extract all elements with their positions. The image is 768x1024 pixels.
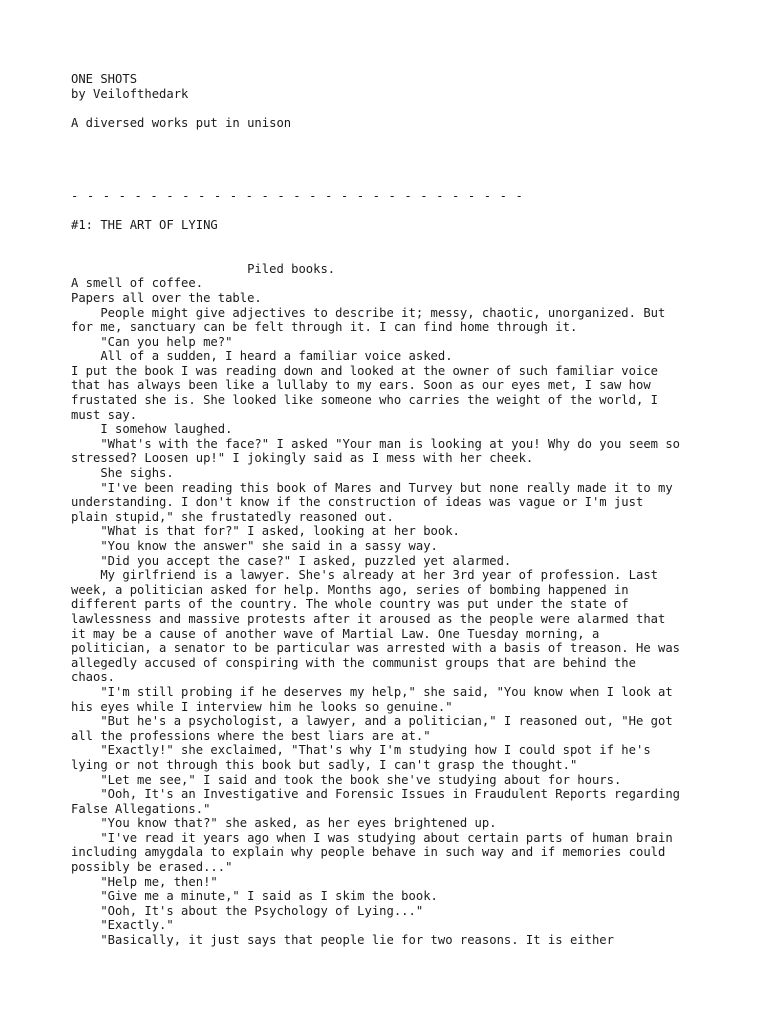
story-line: "I'm still probing if he deserves my help," she said, "You know when I look at xyxy=(71,684,673,699)
story-line: chaos. xyxy=(71,670,116,685)
story-line: "I've read it years ago when I was studying about certain parts of human brain xyxy=(71,830,673,845)
story-line: must say. xyxy=(71,407,138,422)
story-line: "Exactly." xyxy=(71,918,174,933)
story-line: different parts of the country. The whole country was put under the state of xyxy=(71,597,629,612)
story-line: it may be a cause of another wave of Martial Law. One Tuesday morning, a xyxy=(71,626,600,641)
story-line: lawlessness and massive protests after it aroused as the people were alarmed that xyxy=(71,611,666,626)
story-line: "But he's a psychologist, a lawyer, and a politician," I reasoned out, "He got xyxy=(71,714,673,729)
story-body xyxy=(71,276,711,947)
story-line: plain stupid," she frustatedly reasoned out. xyxy=(71,509,394,524)
story-line: possibly be erased..." xyxy=(71,860,233,875)
chapter-title: #1: THE ART OF LYING xyxy=(71,217,218,232)
story-line: that has always been like a lullaby to my ears. Soon as our eyes met, I saw how xyxy=(71,378,651,393)
story-line: allegedly accused of conspiring with the communist groups that are behind the xyxy=(71,655,636,670)
story-line: "Can you help me?" xyxy=(71,334,233,349)
story-line: lying or not through this book but sadly, I can't grasp the thought." xyxy=(71,757,578,772)
story-line: A smell of coffee. xyxy=(71,276,204,291)
story-line: all the professions where the best liars are at." xyxy=(71,728,431,743)
story-line: "Exactly!" she exclaimed, "That's why I'm studying how I could spot if he's xyxy=(71,743,651,758)
spacer xyxy=(71,174,711,189)
story-line: She sighs. xyxy=(71,466,174,481)
document-title: ONE SHOTS xyxy=(71,72,138,86)
story-line: All of a sudden, I heard a familiar voice asked. xyxy=(71,349,453,364)
story-line: for me, sanctuary can be felt through it. I can find home through it. xyxy=(71,320,578,335)
story-line: "Let me see," I said and took the book she've studying about for hours. xyxy=(71,772,622,787)
spacer xyxy=(71,233,711,262)
spacer xyxy=(71,203,711,218)
story-line: politician, a senator to be particular was arrested with a basis of treason. He was xyxy=(71,641,681,656)
opening-line: Piled books. xyxy=(71,261,336,276)
story-line: False Allegations." xyxy=(71,801,211,816)
story-line: "What's with the face?" I asked "Your man is looking at you! Why do you seem so xyxy=(71,436,681,451)
story-line: week, a politician asked for help. Months ago, series of bombing happened in xyxy=(71,582,629,597)
document-page xyxy=(71,72,711,948)
story-line: Papers all over the table. xyxy=(71,290,262,305)
story-line: "Ooh, It's about the Psychology of Lying..." xyxy=(71,903,424,918)
story-line: "You know the answer" she said in a sassy way. xyxy=(71,539,438,554)
story-line: I put the book I was reading down and looked at the owner of such familiar voice xyxy=(71,363,658,378)
spacer xyxy=(71,130,711,174)
story-line: My girlfriend is a lawyer. She's already at her 3rd year of profession. Last xyxy=(71,568,658,583)
story-line: "What is that for?" I asked, looking at her book. xyxy=(71,524,460,539)
story-line: "You know that?" she asked, as her eyes brightened up. xyxy=(71,816,497,831)
story-line: "Ooh, It's an Investigative and Forensic Issues in Fraudulent Reports regarding xyxy=(71,787,681,802)
story-line: his eyes while I interview him he looks so genuine." xyxy=(71,699,453,714)
story-line: stressed? Loosen up!" I jokingly said as I mess with her cheek. xyxy=(71,451,534,466)
story-line: People might give adjectives to describe it; messy, chaotic, unorganized. But xyxy=(71,305,666,320)
spacer xyxy=(71,101,711,116)
document-tagline: A diversed works put in unison xyxy=(71,115,292,130)
story-line: understanding. I don't know if the construction of ideas was vague or I'm just xyxy=(71,495,644,510)
story-line: "Help me, then!" xyxy=(71,874,218,889)
story-line: I somehow laughed. xyxy=(71,422,233,437)
story-line: frustated she is. She looked like someone who carries the weight of the world, I xyxy=(71,393,658,408)
story-line: "Basically, it just says that people lie for two reasons. It is either xyxy=(71,933,614,948)
section-divider: - - - - - - - - - - - - - - - - - - - - - - - - - - - - - xyxy=(71,188,524,203)
document-author: by Veilofthedark xyxy=(71,86,189,101)
story-line: "Give me a minute," I said as I skim the book. xyxy=(71,889,438,904)
story-line: "Did you accept the case?" I asked, puzzled yet alarmed. xyxy=(71,553,512,568)
story-line: "I've been reading this book of Mares and Turvey but none really made it to my xyxy=(71,480,673,495)
story-line: including amygdala to explain why people behave in such way and if memories could xyxy=(71,845,666,860)
